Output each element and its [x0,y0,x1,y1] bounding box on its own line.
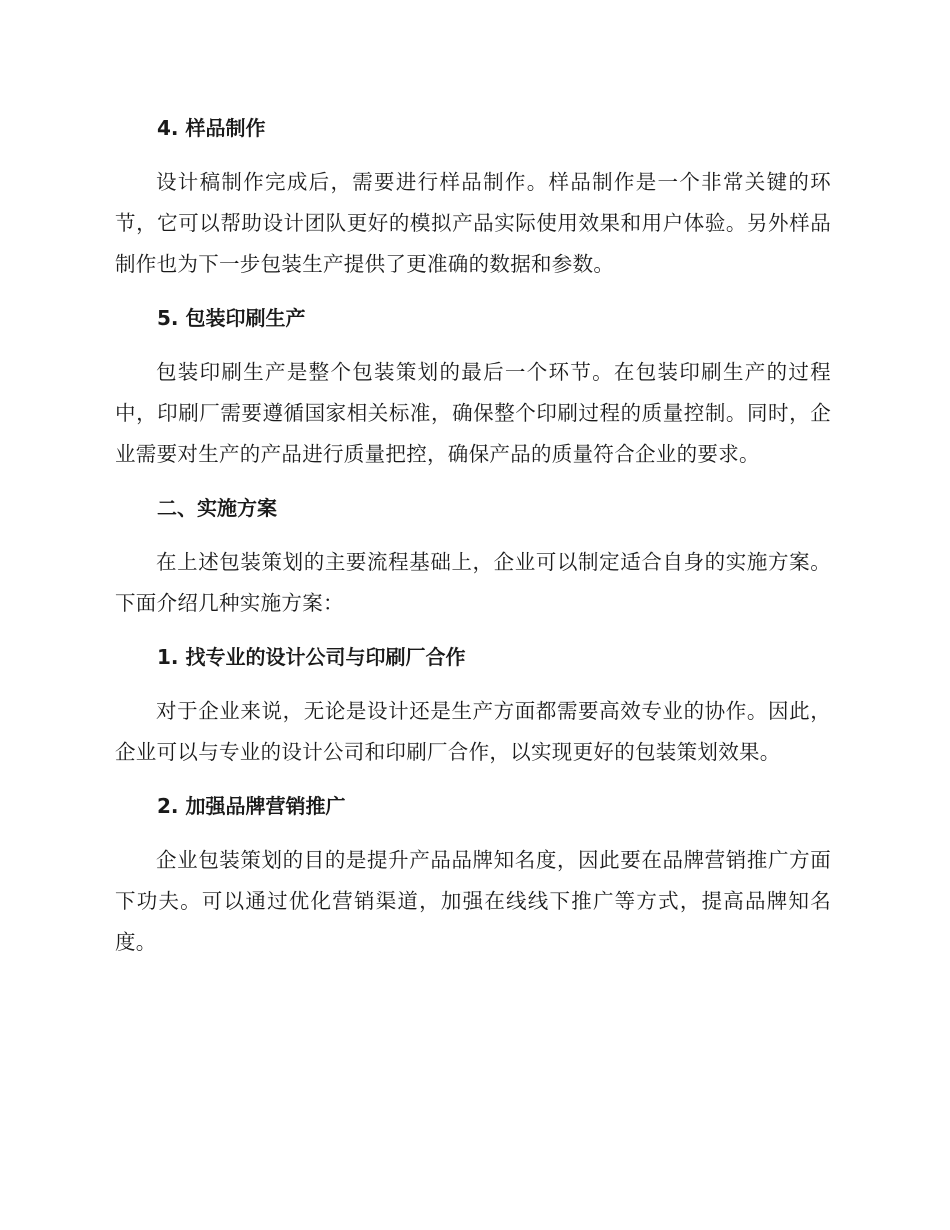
section-paragraph-packaging-printing: 包装印刷生产是整个包装策划的最后一个环节。在包装印刷生产的过程中，印刷厂需要遵循国家相关标准，确保整个印刷过程的质量控制。同时，企业需要对生产的产品进行质量把控，确保产品的质量符合企业的要求。 [115,360,831,466]
section-paragraph-sample-making: 设计稿制作完成后，需要进行样品制作。样品制作是一个非常关键的环节，它可以帮助设计团队更好的模拟产品实际使用效果和用户体验。另外样品制作也为下一步包装生产提供了更准确的数据和参数。 [115,170,831,276]
section-paragraph-implementation-plan: 在上述包装策划的主要流程基础上，企业可以制定适合自身的实施方案。下面介绍几种实施方案： [115,550,831,615]
section-heading-sample-making: 4. 样品制作 [157,116,266,140]
document-page [115,108,831,963]
section-heading-brand-marketing: 2. 加强品牌营销推广 [157,794,346,818]
section-paragraph-brand-marketing: 企业包装策划的目的是提升产品品牌知名度，因此要在品牌营销推广方面下功夫。可以通过优化营销渠道，加强在线线下推广等方式，提高品牌知名度。 [115,848,831,954]
section-heading-implementation-plan: 二、实施方案 [157,496,277,520]
section-heading-professional-partners: 1. 找专业的设计公司与印刷厂合作 [157,645,466,669]
section-heading-packaging-printing: 5. 包装印刷生产 [157,306,306,330]
section-paragraph-professional-partners: 对于企业来说，无论是设计还是生产方面都需要高效专业的协作。因此，企业可以与专业的设计公司和印刷厂合作，以实现更好的包装策划效果。 [115,699,831,764]
